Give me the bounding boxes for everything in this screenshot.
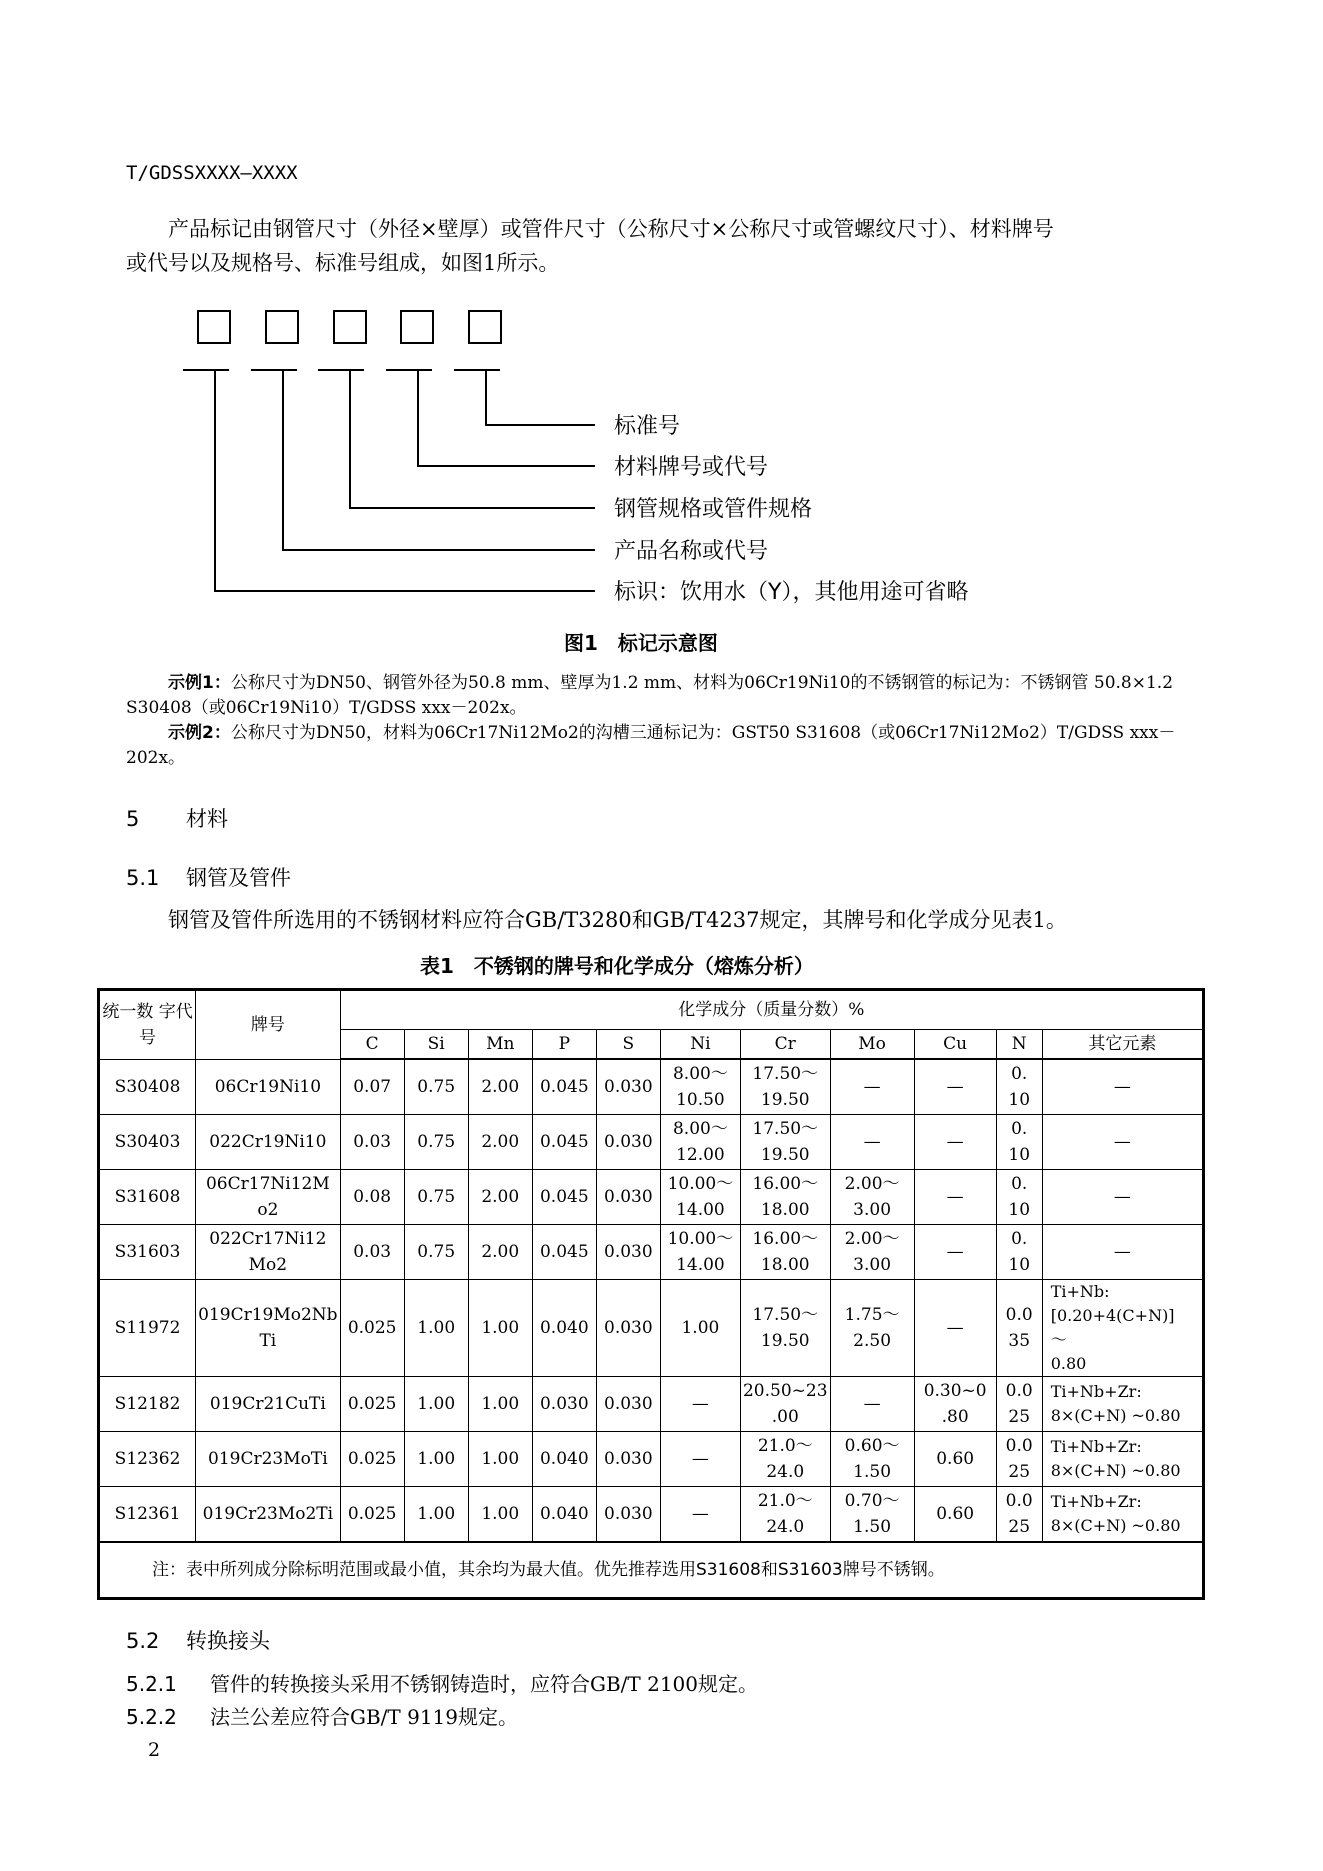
cell-si: 0.75 <box>404 1115 468 1170</box>
section-5-1-title: 钢管及管件 <box>186 866 291 890</box>
cell-c: 0.08 <box>340 1170 404 1225</box>
header-element: Cu <box>914 1030 996 1060</box>
cell-si: 0.75 <box>404 1170 468 1225</box>
cell-ni: — <box>660 1487 740 1543</box>
cell-mo: — <box>830 1377 914 1432</box>
cell-other: — <box>1042 1115 1203 1170</box>
cell-grade: 019Cr23MoTi <box>196 1432 341 1487</box>
table-row <box>99 1487 1204 1543</box>
cell-other: Ti+Nb+Zr: 8×(C+N) ~0.80 <box>1042 1487 1203 1543</box>
table-row <box>99 1170 1204 1225</box>
cell-s: 0.030 <box>596 1059 660 1115</box>
cell-si: 0.75 <box>404 1059 468 1115</box>
table-row <box>99 1280 1204 1377</box>
clause-5-2-2-text: 法兰公差应符合GB/T 9119规定。 <box>210 1705 519 1729</box>
cell-n: 0.0 25 <box>996 1432 1042 1487</box>
page-number: 2 <box>148 1739 161 1761</box>
cell-n: 0.0 35 <box>996 1280 1042 1377</box>
cell-c: 0.025 <box>340 1280 404 1377</box>
cell-cu: — <box>914 1115 996 1170</box>
label-pipe-spec: 钢管规格或管件规格 <box>614 497 813 522</box>
header-element: N <box>996 1030 1042 1060</box>
table-row <box>99 1377 1204 1432</box>
table-row <box>99 1225 1204 1280</box>
cell-other: Ti+Nb+Zr: 8×(C+N) ~0.80 <box>1042 1377 1203 1432</box>
cell-ni: — <box>660 1432 740 1487</box>
cell-cr: 20.50~23 .00 <box>740 1377 830 1432</box>
section-5-1-number: 5.1 <box>126 866 160 890</box>
cell-ni: — <box>660 1377 740 1432</box>
cell-c: 0.025 <box>340 1487 404 1543</box>
cell-cr: 16.00～ 18.00 <box>740 1170 830 1225</box>
cell-mo: 2.00～ 3.00 <box>830 1170 914 1225</box>
section-5-2-heading <box>126 1625 270 1655</box>
cell-c: 0.03 <box>340 1225 404 1280</box>
cell-s: 0.030 <box>596 1432 660 1487</box>
cell-grade: 019Cr19Mo2Nb Ti <box>196 1280 341 1377</box>
section-5-title: 材料 <box>186 807 228 831</box>
section-5-1-text: 钢管及管件所选用的不锈钢材料应符合GB/T3280和GB/T4237规定，其牌号和化学成分见表1。 <box>168 908 1067 932</box>
intro-line-1: 产品标记由钢管尺寸（外径×壁厚）或管件尺寸（公称尺寸×公称尺寸或管螺纹尺寸）、材料牌号 <box>168 217 1054 241</box>
cell-code: S11972 <box>99 1280 196 1377</box>
cell-code: S30403 <box>99 1115 196 1170</box>
cell-cu: — <box>914 1059 996 1115</box>
marking-leader-lines <box>0 0 1323 620</box>
table-note: 注：表中所列成分除标明范围或最小值，其余均为最大值。优先推荐选用S31608和S31603牌号不锈钢。 <box>99 1542 1204 1599</box>
cell-other: Ti+Nb+Zr: 8×(C+N) ~0.80 <box>1042 1432 1203 1487</box>
cell-cu: 0.60 <box>914 1487 996 1543</box>
section-5-2-number: 5.2 <box>126 1629 160 1653</box>
cell-n: 0. 10 <box>996 1225 1042 1280</box>
cell-si: 1.00 <box>404 1432 468 1487</box>
cell-cr: 21.0～ 24.0 <box>740 1432 830 1487</box>
cell-mn: 1.00 <box>468 1432 532 1487</box>
label-material-grade: 材料牌号或代号 <box>614 455 769 480</box>
example-1 <box>126 671 1176 721</box>
header-element: C <box>340 1030 404 1060</box>
cell-mn: 1.00 <box>468 1280 532 1377</box>
header-element: 其它元素 <box>1042 1030 1203 1060</box>
chemical-composition-table <box>97 988 1205 1600</box>
cell-code: S12182 <box>99 1377 196 1432</box>
table-row <box>99 1059 1204 1115</box>
cell-grade: 06Cr17Ni12M o2 <box>196 1170 341 1225</box>
header-element: S <box>596 1030 660 1060</box>
cell-cr: 17.50～ 19.50 <box>740 1059 830 1115</box>
table-row <box>99 1432 1204 1487</box>
cell-mo: 1.75～ 2.50 <box>830 1280 914 1377</box>
cell-grade: 06Cr19Ni10 <box>196 1059 341 1115</box>
cell-grade: 019Cr21CuTi <box>196 1377 341 1432</box>
cell-c: 0.025 <box>340 1432 404 1487</box>
cell-mo: — <box>830 1059 914 1115</box>
cell-s: 0.030 <box>596 1225 660 1280</box>
cell-p: 0.040 <box>532 1432 596 1487</box>
cell-mn: 2.00 <box>468 1170 532 1225</box>
cell-ni: 8.00～ 12.00 <box>660 1115 740 1170</box>
label-identifier: 标识：饮用水（Y），其他用途可省略 <box>614 580 969 605</box>
cell-grade: 019Cr23Mo2Ti <box>196 1487 341 1543</box>
cell-p: 0.045 <box>532 1059 596 1115</box>
cell-other: — <box>1042 1170 1203 1225</box>
cell-other: Ti+Nb: [0.20+4(C+N)] ～ 0.80 <box>1042 1280 1203 1377</box>
cell-mn: 2.00 <box>468 1225 532 1280</box>
cell-s: 0.030 <box>596 1170 660 1225</box>
cell-n: 0.0 25 <box>996 1487 1042 1543</box>
cell-n: 0. 10 <box>996 1115 1042 1170</box>
header-element: Mo <box>830 1030 914 1060</box>
cell-mn: 1.00 <box>468 1487 532 1543</box>
cell-p: 0.040 <box>532 1280 596 1377</box>
example-2-label: 示例2： <box>168 723 231 743</box>
cell-p: 0.045 <box>532 1170 596 1225</box>
cell-code: S31603 <box>99 1225 196 1280</box>
cell-p: 0.040 <box>532 1487 596 1543</box>
cell-si: 1.00 <box>404 1487 468 1543</box>
cell-s: 0.030 <box>596 1115 660 1170</box>
cell-si: 1.00 <box>404 1377 468 1432</box>
cell-mn: 2.00 <box>468 1059 532 1115</box>
cell-si: 1.00 <box>404 1280 468 1377</box>
cell-cr: 17.50～ 19.50 <box>740 1115 830 1170</box>
cell-mo: 0.60～ 1.50 <box>830 1432 914 1487</box>
section-5-1-paragraph <box>126 903 1176 937</box>
cell-s: 0.030 <box>596 1487 660 1543</box>
cell-cu: — <box>914 1225 996 1280</box>
clause-5-2-2 <box>126 1701 518 1730</box>
cell-ni: 1.00 <box>660 1280 740 1377</box>
cell-cu: 0.60 <box>914 1432 996 1487</box>
table-note-row <box>99 1542 1204 1599</box>
cell-cu: — <box>914 1280 996 1377</box>
cell-p: 0.045 <box>532 1115 596 1170</box>
cell-ni: 10.00～ 14.00 <box>660 1170 740 1225</box>
cell-code: S31608 <box>99 1170 196 1225</box>
cell-n: 0.0 25 <box>996 1377 1042 1432</box>
cell-other: — <box>1042 1225 1203 1280</box>
cell-n: 0. 10 <box>996 1059 1042 1115</box>
cell-cr: 16.00～ 18.00 <box>740 1225 830 1280</box>
cell-mo: 0.70～ 1.50 <box>830 1487 914 1543</box>
cell-s: 0.030 <box>596 1280 660 1377</box>
cell-p: 0.045 <box>532 1225 596 1280</box>
clause-5-2-1 <box>126 1668 758 1697</box>
cell-mo: — <box>830 1115 914 1170</box>
cell-mn: 1.00 <box>468 1377 532 1432</box>
header-element: P <box>532 1030 596 1060</box>
header-element: Mn <box>468 1030 532 1060</box>
examples <box>126 671 1176 771</box>
section-5-number: 5 <box>126 807 140 831</box>
table-row <box>99 1115 1204 1170</box>
section-5-2-title: 转换接头 <box>186 1629 270 1653</box>
section-5-1-heading <box>126 862 291 892</box>
example-1-text: 公称尺寸为DN50、钢管外径为50.8 mm、壁厚为1.2 mm、材料为06Cr19Ni10的不锈钢管的标记为：不锈钢管 50.8×1.2 S30408（或06Cr19Ni10）T/GDSS xxx－202x。 <box>126 673 1174 718</box>
cell-c: 0.07 <box>340 1059 404 1115</box>
label-product-name: 产品名称或代号 <box>614 539 769 564</box>
cell-grade: 022Cr19Ni10 <box>196 1115 341 1170</box>
cell-c: 0.03 <box>340 1115 404 1170</box>
cell-cu: 0.30~0 .80 <box>914 1377 996 1432</box>
header-code: 统一数 字代号 <box>99 990 196 1060</box>
cell-code: S30408 <box>99 1059 196 1115</box>
clause-5-2-1-text: 管件的转换接头采用不锈钢铸造时，应符合GB/T 2100规定。 <box>210 1672 759 1696</box>
clause-5-2-2-number: 5.2.2 <box>126 1705 177 1729</box>
cell-mo: 2.00～ 3.00 <box>830 1225 914 1280</box>
cell-s: 0.030 <box>596 1377 660 1432</box>
document-code: T/GDSSXXXX—XXXX <box>126 162 298 184</box>
cell-grade: 022Cr17Ni12 Mo2 <box>196 1225 341 1280</box>
header-element: Cr <box>740 1030 830 1060</box>
cell-code: S12362 <box>99 1432 196 1487</box>
cell-c: 0.025 <box>340 1377 404 1432</box>
cell-ni: 8.00～ 10.50 <box>660 1059 740 1115</box>
example-2 <box>126 721 1176 771</box>
cell-other: — <box>1042 1059 1203 1115</box>
example-1-label: 示例1： <box>168 673 231 693</box>
header-grade: 牌号 <box>196 990 341 1060</box>
cell-cr: 21.0～ 24.0 <box>740 1487 830 1543</box>
cell-mn: 2.00 <box>468 1115 532 1170</box>
cell-si: 0.75 <box>404 1225 468 1280</box>
header-element: Ni <box>660 1030 740 1060</box>
cell-ni: 10.00～ 14.00 <box>660 1225 740 1280</box>
header-element: Si <box>404 1030 468 1060</box>
figure-caption: 图1 标记示意图 <box>564 631 718 655</box>
cell-p: 0.030 <box>532 1377 596 1432</box>
example-2-text: 公称尺寸为DN50，材料为06Cr17Ni12Mo2的沟槽三通标记为：GST50 S31608（或06Cr17Ni12Mo2）T/GDSS xxx－202x。 <box>126 723 1176 768</box>
table-caption: 表1 不锈钢的牌号和化学成分（熔炼分析） <box>420 954 814 978</box>
cell-cr: 17.50～ 19.50 <box>740 1280 830 1377</box>
cell-code: S12361 <box>99 1487 196 1543</box>
label-standard-number: 标准号 <box>614 414 681 439</box>
cell-cu: — <box>914 1170 996 1225</box>
intro-line-2: 或代号以及规格号、标准号组成，如图1所示。 <box>126 251 560 275</box>
header-composition: 化学成分（质量分数）% <box>340 990 1203 1030</box>
clause-5-2-1-number: 5.2.1 <box>126 1672 177 1696</box>
cell-n: 0. 10 <box>996 1170 1042 1225</box>
section-5-heading <box>126 803 228 833</box>
